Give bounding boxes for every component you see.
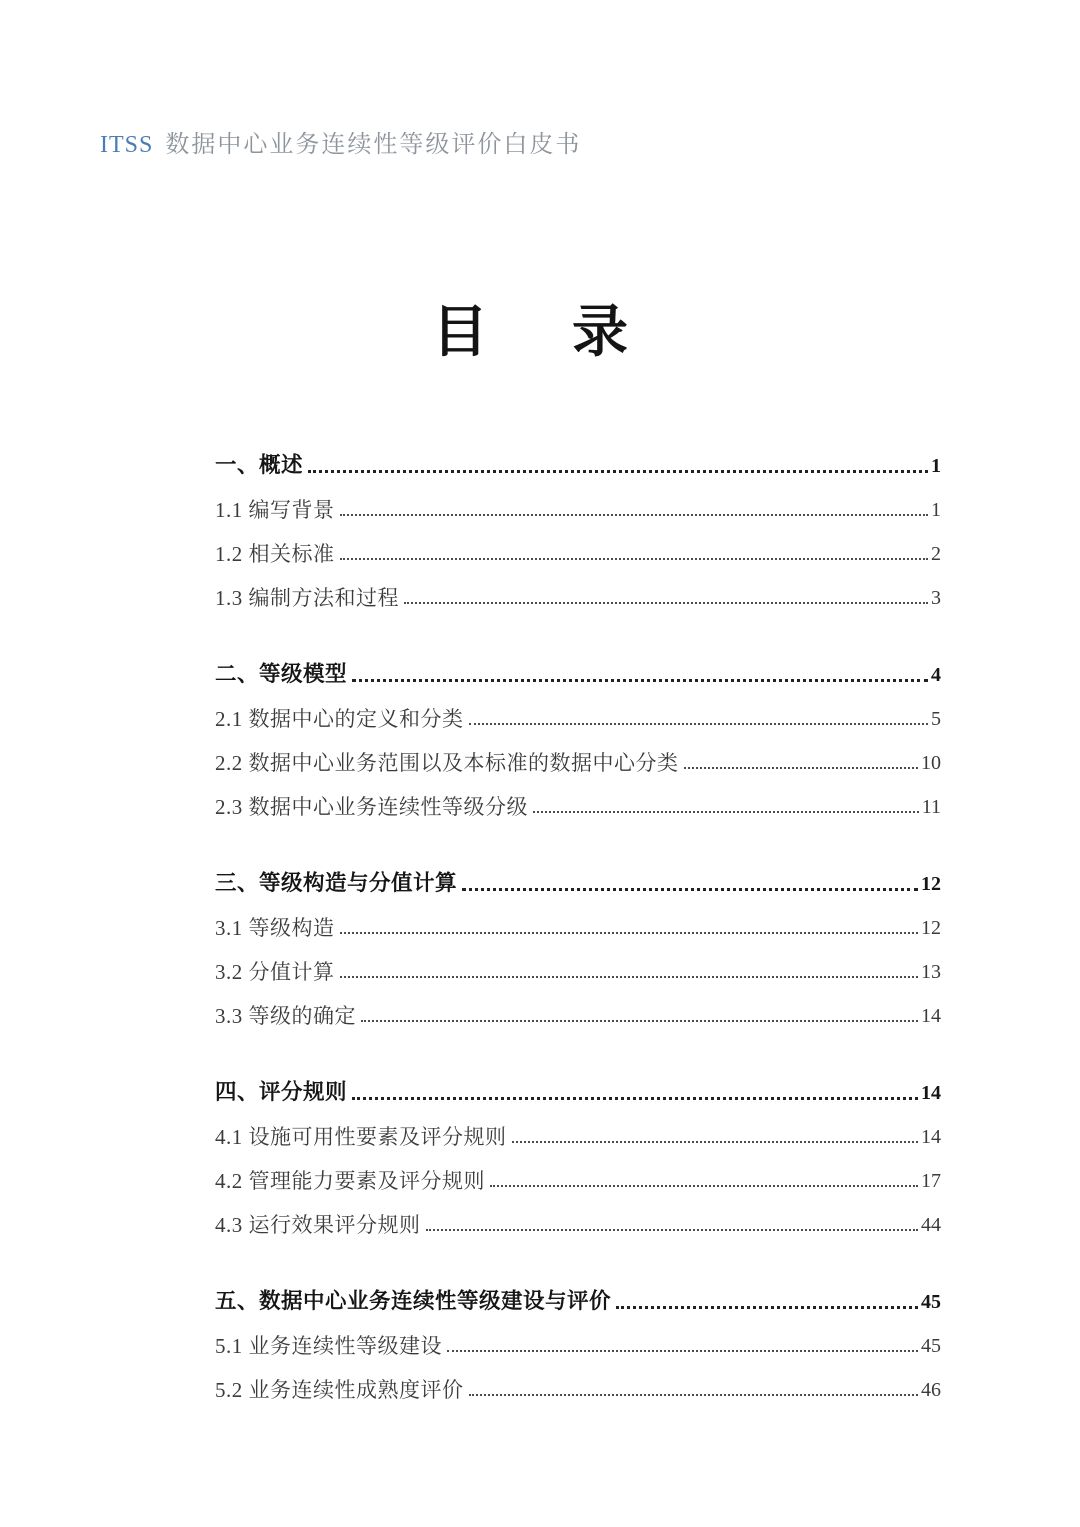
toc-entry <box>215 522 941 566</box>
toc-section-heading <box>215 643 941 687</box>
toc-entry-label: 1.1 编写背景 <box>215 497 335 522</box>
dotted-leader <box>469 1394 919 1396</box>
dotted-leader <box>340 976 919 978</box>
toc-entry <box>215 940 941 984</box>
toc-group <box>215 434 941 610</box>
toc-entry-page-number: 45 <box>921 1291 941 1313</box>
toc-entry <box>215 687 941 731</box>
toc-entry <box>215 896 941 940</box>
toc-entry-page-number: 4 <box>931 664 941 686</box>
dotted-leader <box>533 811 919 813</box>
toc-entry-page-number: 46 <box>921 1379 941 1401</box>
toc-entry-label: 2.2 数据中心业务范围以及本标准的数据中心分类 <box>215 750 679 775</box>
dotted-leader <box>404 602 928 604</box>
toc-entry-page-number: 1 <box>931 455 941 477</box>
dotted-leader <box>490 1185 918 1187</box>
toc-entry-page-number: 13 <box>921 961 941 983</box>
toc-group <box>215 1270 941 1402</box>
dotted-leader <box>426 1229 919 1231</box>
toc-entry-page-number: 14 <box>921 1005 941 1027</box>
toc-entry-label: 2.1 数据中心的定义和分类 <box>215 706 464 731</box>
toc-entry-label: 3.3 等级的确定 <box>215 1003 356 1028</box>
dotted-leader <box>684 767 919 769</box>
toc-entry-page-number: 45 <box>921 1335 941 1357</box>
toc-group <box>215 643 941 819</box>
toc-title-char-right: 录 <box>572 302 628 364</box>
toc-entry <box>215 566 941 610</box>
toc-entry-label: 2.3 数据中心业务连续性等级分级 <box>215 794 528 819</box>
dotted-leader <box>308 470 928 473</box>
toc-page-title <box>0 288 1060 368</box>
toc-entry-page-number: 2 <box>931 543 941 565</box>
toc-entry <box>215 1105 941 1149</box>
toc-section-heading <box>215 434 941 478</box>
toc-entry-label: 1.2 相关标准 <box>215 541 335 566</box>
toc-group <box>215 1061 941 1237</box>
toc-section-heading <box>215 1061 941 1105</box>
toc-entry-label: 4.3 运行效果评分规则 <box>215 1212 421 1237</box>
toc-entry-label: 3.1 等级构造 <box>215 915 335 940</box>
toc-entry-page-number: 10 <box>921 752 941 774</box>
toc-entry-label: 1.3 编制方法和过程 <box>215 585 399 610</box>
dotted-leader <box>340 514 929 516</box>
toc-entry <box>215 731 941 775</box>
dotted-leader <box>512 1141 919 1143</box>
toc-entry-page-number: 44 <box>921 1214 941 1236</box>
dotted-leader <box>352 679 928 682</box>
toc-section-heading <box>215 1270 941 1314</box>
toc-entry <box>215 984 941 1028</box>
toc-entry-page-number: 14 <box>921 1082 941 1104</box>
running-header <box>100 131 581 160</box>
toc-entry <box>215 1149 941 1193</box>
dotted-leader <box>340 932 919 934</box>
toc-entry-label: 4.1 设施可用性要素及评分规则 <box>215 1124 507 1149</box>
toc-entry <box>215 1193 941 1237</box>
toc-entry-page-number: 14 <box>921 1126 941 1148</box>
toc-entry-page-number: 11 <box>921 796 941 818</box>
toc-title-char-left: 目 <box>432 302 488 364</box>
toc-entry-label: 五、数据中心业务连续性等级建设与评价 <box>215 1289 612 1314</box>
toc-entry-label: 三、等级构造与分值计算 <box>215 871 458 896</box>
dotted-leader <box>469 723 929 725</box>
itss-brand-text: ITSS <box>100 132 154 158</box>
toc-entry-label: 4.2 管理能力要素及评分规则 <box>215 1168 485 1193</box>
dotted-leader <box>352 1097 918 1100</box>
toc-entry-label: 5.1 业务连续性等级建设 <box>215 1333 442 1358</box>
dotted-leader <box>462 888 918 891</box>
toc-entry <box>215 775 941 819</box>
toc-entry-page-number: 17 <box>921 1170 941 1192</box>
toc-entry <box>215 1314 941 1358</box>
toc-list <box>215 434 941 1402</box>
document-title: 数据中心业务连续性等级评价白皮书 <box>165 131 582 158</box>
toc-entry-label: 5.2 业务连续性成熟度评价 <box>215 1377 464 1402</box>
toc-entry-label: 一、概述 <box>215 453 304 478</box>
dotted-leader <box>361 1020 918 1022</box>
dotted-leader <box>616 1306 918 1309</box>
toc-entry-label: 二、等级模型 <box>215 662 348 687</box>
toc-section-heading <box>215 852 941 896</box>
toc-entry-label: 四、评分规则 <box>215 1080 348 1105</box>
toc-entry <box>215 1358 941 1402</box>
toc-entry-page-number: 3 <box>931 587 941 609</box>
dotted-leader <box>340 558 929 560</box>
toc-entry-page-number: 12 <box>921 917 941 939</box>
toc-entry-page-number: 12 <box>921 873 941 895</box>
toc-entry <box>215 478 941 522</box>
toc-entry-label: 3.2 分值计算 <box>215 959 335 984</box>
toc-entry-page-number: 5 <box>931 708 941 730</box>
dotted-leader <box>447 1350 918 1352</box>
toc-entry-page-number: 1 <box>931 499 941 521</box>
toc-group <box>215 852 941 1028</box>
